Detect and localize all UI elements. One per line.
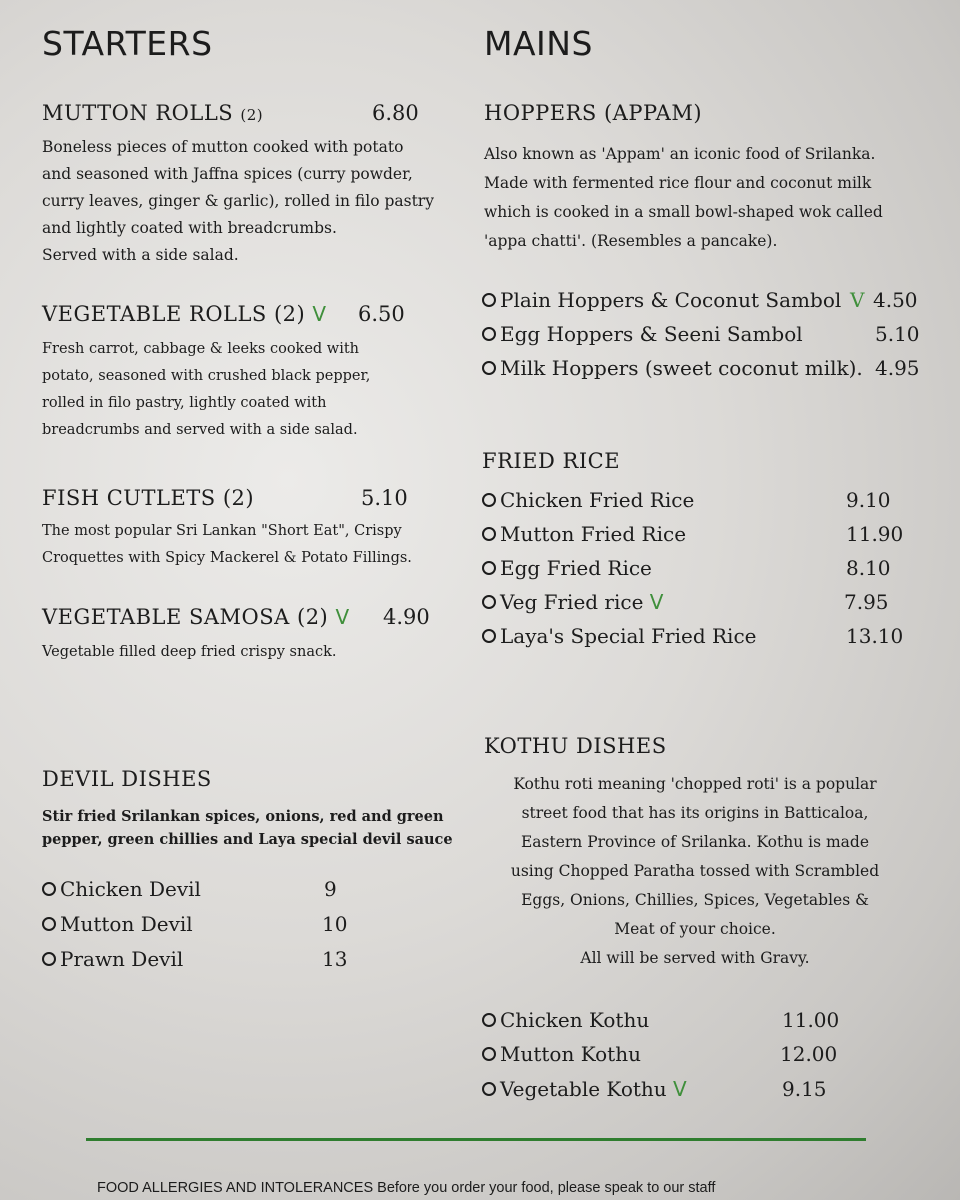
desc-line: which is cooked in a small bowl-shaped wok called	[484, 203, 883, 221]
item-price: 4.95	[875, 356, 920, 380]
circle-bullet-icon	[482, 293, 496, 307]
devil-dishes-heading: DEVIL DISHES	[42, 767, 212, 791]
desc-line: All will be served with Gravy.	[580, 949, 810, 967]
desc-line: and seasoned with Jaffna spices (curry powder,	[42, 165, 413, 183]
circle-bullet-icon	[482, 327, 496, 341]
item-price: 6.80	[372, 101, 419, 125]
list-item: Mutton Devil	[42, 912, 193, 936]
desc-line: using Chopped Paratha tossed with Scrambled	[510, 862, 880, 880]
kothu-heading: KOTHU DISHES	[484, 734, 667, 758]
list-item: Mutton Kothu	[482, 1042, 641, 1066]
vegetarian-icon: V	[850, 288, 865, 312]
item-price: 9	[324, 877, 337, 901]
item-price: 7.95	[844, 590, 889, 614]
circle-bullet-icon	[482, 595, 496, 609]
circle-bullet-icon	[482, 561, 496, 575]
item-description: Vegetable filled deep fried crispy snack.	[42, 644, 337, 660]
desc-line: Also known as 'Appam' an iconic food of Srilanka.	[484, 145, 876, 163]
circle-bullet-icon	[482, 527, 496, 541]
list-item: Prawn Devil	[42, 947, 183, 971]
desc-line: Meat of your choice.	[614, 920, 776, 938]
list-item: Egg Fried Rice	[482, 556, 652, 580]
vegetarian-icon: V	[673, 1077, 687, 1101]
hoppers-heading: HOPPERS (APPAM)	[484, 101, 703, 125]
desc-line: Fresh carrot, cabbage & leeks cooked with	[42, 341, 360, 357]
circle-bullet-icon	[42, 952, 56, 966]
item-price: 11.90	[846, 522, 904, 546]
circle-bullet-icon	[482, 1013, 496, 1027]
desc-line: Made with fermented rice flour and coconut milk	[484, 174, 872, 192]
item-description	[42, 336, 370, 444]
desc-line: Kothu roti meaning 'chopped roti' is a popular	[513, 775, 877, 793]
vegetarian-icon: V	[649, 590, 664, 614]
circle-bullet-icon	[482, 361, 496, 375]
desc-line: Stir fried Srilankan spices, onions, red and green	[42, 808, 444, 825]
vegetarian-icon: V	[335, 605, 350, 629]
desc-line: street food that has its origins in Batticaloa,	[521, 804, 869, 822]
item-price: 4.90	[383, 605, 430, 629]
item-price: 9.10	[846, 488, 891, 512]
circle-bullet-icon	[482, 1047, 496, 1061]
item-name: VEGETABLE SAMOSA (2)	[42, 605, 329, 629]
list-item: Chicken Devil	[42, 877, 201, 901]
desc-line: breadcrumbs and served with a side salad.	[42, 422, 358, 438]
desc-line: 'appa chatti'. (Resembles a pancake).	[484, 232, 778, 250]
circle-bullet-icon	[482, 1082, 496, 1096]
starters-heading: STARTERS	[42, 24, 213, 63]
circle-bullet-icon	[42, 917, 56, 931]
item-price: 11.00	[782, 1008, 840, 1032]
item-price: 5.10	[875, 322, 920, 346]
item-price: 13.10	[846, 624, 904, 648]
allergy-notice: FOOD ALLERGIES AND INTOLERANCES Before you order your food, please speak to our staff	[97, 1180, 716, 1196]
hoppers-description	[484, 140, 883, 256]
item-description	[42, 518, 412, 572]
item-price: 5.10	[361, 486, 408, 510]
desc-line: potato, seasoned with crushed black pepper,	[42, 368, 371, 384]
desc-line: pepper, green chillies and Laya special devil sauce	[42, 831, 453, 848]
list-item: Plain Hoppers & Coconut Sambol	[482, 288, 841, 312]
item-price: 12.00	[780, 1042, 838, 1066]
devil-dishes-description	[42, 805, 453, 851]
list-item: Chicken Kothu	[482, 1008, 649, 1032]
desc-line: Boneless pieces of mutton cooked with potato	[42, 138, 404, 156]
item-price: 10	[322, 912, 348, 936]
item-qty: (2)	[240, 106, 264, 124]
vegetarian-icon: V	[312, 302, 327, 326]
circle-bullet-icon	[482, 493, 496, 507]
desc-line: curry leaves, ginger & garlic), rolled in filo pastry	[42, 192, 434, 210]
item-name: VEGETABLE ROLLS (2)	[42, 302, 306, 326]
item-name: FISH CUTLETS (2)	[42, 486, 255, 510]
desc-line: Served with a side salad.	[42, 246, 239, 264]
item-price: 9.15	[782, 1077, 827, 1101]
list-item: Egg Hoppers & Seeni Sambol	[482, 322, 803, 346]
mains-heading: MAINS	[484, 24, 593, 63]
list-item: Laya's Special Fried Rice	[482, 624, 756, 648]
desc-line: rolled in filo pastry, lightly coated with	[42, 395, 327, 411]
item-description	[42, 134, 434, 269]
list-item: Chicken Fried Rice	[482, 488, 694, 512]
item-price: 8.10	[846, 556, 891, 580]
item-price: 4.50	[873, 288, 918, 312]
circle-bullet-icon	[42, 882, 56, 896]
list-item: Milk Hoppers (sweet coconut milk).	[482, 356, 863, 380]
desc-line: Eastern Province of Srilanka. Kothu is made	[520, 833, 870, 851]
list-item: Veg Fried rice V	[482, 590, 663, 614]
fried-rice-heading: FRIED RICE	[482, 449, 621, 473]
footer-divider	[86, 1138, 866, 1141]
list-item: Mutton Fried Rice	[482, 522, 686, 546]
kothu-description	[470, 770, 920, 973]
desc-line: The most popular Sri Lankan "Short Eat", Crispy	[42, 523, 402, 539]
list-item: Vegetable Kothu V	[482, 1077, 687, 1101]
desc-line: Croquettes with Spicy Mackerel & Potato Fillings.	[42, 550, 412, 566]
circle-bullet-icon	[482, 629, 496, 643]
item-price: 13	[322, 947, 348, 971]
desc-line: Eggs, Onions, Chillies, Spices, Vegetables &	[521, 891, 869, 909]
item-name: MUTTON ROLLS	[42, 101, 234, 125]
desc-line: and lightly coated with breadcrumbs.	[42, 219, 337, 237]
item-price: 6.50	[358, 302, 405, 326]
